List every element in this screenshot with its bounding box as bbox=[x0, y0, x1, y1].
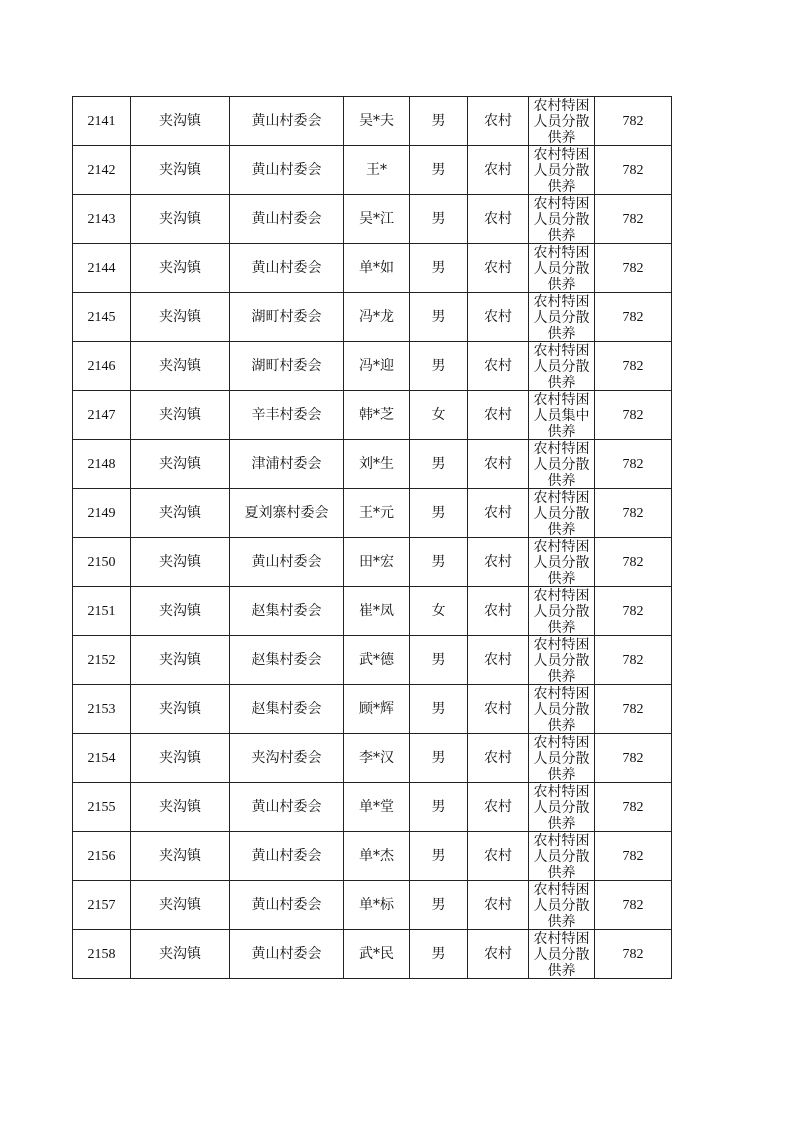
village-cell: 黄山村委会 bbox=[230, 538, 344, 587]
town-cell: 夹沟镇 bbox=[131, 832, 230, 881]
village-cell: 夏刘寨村委会 bbox=[230, 489, 344, 538]
amount-cell: 782 bbox=[595, 489, 672, 538]
town-cell: 夹沟镇 bbox=[131, 587, 230, 636]
name-cell: 田*宏 bbox=[344, 538, 410, 587]
gender-cell: 男 bbox=[410, 685, 468, 734]
amount-cell: 782 bbox=[595, 342, 672, 391]
table-row bbox=[73, 244, 672, 293]
seq-cell: 2144 bbox=[73, 244, 131, 293]
category-cell: 农村特困人员分散供养 bbox=[529, 881, 595, 930]
seq-cell: 2155 bbox=[73, 783, 131, 832]
table-row bbox=[73, 293, 672, 342]
category-cell: 农村特困人员分散供养 bbox=[529, 489, 595, 538]
seq-cell: 2142 bbox=[73, 146, 131, 195]
category-cell: 农村特困人员分散供养 bbox=[529, 587, 595, 636]
gender-cell: 男 bbox=[410, 734, 468, 783]
seq-cell: 2156 bbox=[73, 832, 131, 881]
village-cell: 辛丰村委会 bbox=[230, 391, 344, 440]
name-cell: 吴*夫 bbox=[344, 97, 410, 146]
gender-cell: 男 bbox=[410, 930, 468, 979]
village-cell: 夹沟村委会 bbox=[230, 734, 344, 783]
name-cell: 冯*迎 bbox=[344, 342, 410, 391]
name-cell: 武*德 bbox=[344, 636, 410, 685]
residence-cell: 农村 bbox=[468, 636, 529, 685]
name-cell: 吴*江 bbox=[344, 195, 410, 244]
seq-cell: 2146 bbox=[73, 342, 131, 391]
residence-cell: 农村 bbox=[468, 146, 529, 195]
village-cell: 湖町村委会 bbox=[230, 293, 344, 342]
name-cell: 顾*辉 bbox=[344, 685, 410, 734]
table-row bbox=[73, 538, 672, 587]
village-cell: 赵集村委会 bbox=[230, 685, 344, 734]
seq-cell: 2149 bbox=[73, 489, 131, 538]
town-cell: 夹沟镇 bbox=[131, 783, 230, 832]
town-cell: 夹沟镇 bbox=[131, 881, 230, 930]
table-row bbox=[73, 146, 672, 195]
table-row bbox=[73, 195, 672, 244]
gender-cell: 男 bbox=[410, 342, 468, 391]
town-cell: 夹沟镇 bbox=[131, 146, 230, 195]
category-cell: 农村特困人员集中供养 bbox=[529, 391, 595, 440]
gender-cell: 男 bbox=[410, 489, 468, 538]
residence-cell: 农村 bbox=[468, 391, 529, 440]
table-row bbox=[73, 685, 672, 734]
amount-cell: 782 bbox=[595, 538, 672, 587]
village-cell: 津浦村委会 bbox=[230, 440, 344, 489]
gender-cell: 男 bbox=[410, 636, 468, 685]
name-cell: 冯*龙 bbox=[344, 293, 410, 342]
amount-cell: 782 bbox=[595, 587, 672, 636]
category-cell: 农村特困人员分散供养 bbox=[529, 146, 595, 195]
gender-cell: 女 bbox=[410, 587, 468, 636]
residence-cell: 农村 bbox=[468, 538, 529, 587]
gender-cell: 男 bbox=[410, 146, 468, 195]
residence-cell: 农村 bbox=[468, 783, 529, 832]
residence-cell: 农村 bbox=[468, 930, 529, 979]
seq-cell: 2145 bbox=[73, 293, 131, 342]
village-cell: 湖町村委会 bbox=[230, 342, 344, 391]
name-cell: 韩*芝 bbox=[344, 391, 410, 440]
residence-cell: 农村 bbox=[468, 440, 529, 489]
amount-cell: 782 bbox=[595, 293, 672, 342]
seq-cell: 2157 bbox=[73, 881, 131, 930]
amount-cell: 782 bbox=[595, 930, 672, 979]
village-cell: 黄山村委会 bbox=[230, 930, 344, 979]
gender-cell: 男 bbox=[410, 783, 468, 832]
village-cell: 黄山村委会 bbox=[230, 146, 344, 195]
table-row bbox=[73, 342, 672, 391]
table-row bbox=[73, 832, 672, 881]
amount-cell: 782 bbox=[595, 195, 672, 244]
town-cell: 夹沟镇 bbox=[131, 342, 230, 391]
category-cell: 农村特困人员分散供养 bbox=[529, 783, 595, 832]
residence-cell: 农村 bbox=[468, 342, 529, 391]
roster-table-body bbox=[73, 97, 672, 979]
gender-cell: 男 bbox=[410, 538, 468, 587]
category-cell: 农村特困人员分散供养 bbox=[529, 685, 595, 734]
gender-cell: 男 bbox=[410, 97, 468, 146]
amount-cell: 782 bbox=[595, 734, 672, 783]
gender-cell: 男 bbox=[410, 440, 468, 489]
residence-cell: 农村 bbox=[468, 97, 529, 146]
village-cell: 赵集村委会 bbox=[230, 587, 344, 636]
table-row bbox=[73, 489, 672, 538]
category-cell: 农村特困人员分散供养 bbox=[529, 293, 595, 342]
residence-cell: 农村 bbox=[468, 685, 529, 734]
table-row bbox=[73, 930, 672, 979]
category-cell: 农村特困人员分散供养 bbox=[529, 734, 595, 783]
amount-cell: 782 bbox=[595, 832, 672, 881]
category-cell: 农村特困人员分散供养 bbox=[529, 342, 595, 391]
name-cell: 王* bbox=[344, 146, 410, 195]
name-cell: 武*民 bbox=[344, 930, 410, 979]
name-cell: 单*堂 bbox=[344, 783, 410, 832]
name-cell: 单*杰 bbox=[344, 832, 410, 881]
seq-cell: 2148 bbox=[73, 440, 131, 489]
roster-table bbox=[72, 96, 672, 979]
amount-cell: 782 bbox=[595, 244, 672, 293]
amount-cell: 782 bbox=[595, 146, 672, 195]
name-cell: 王*元 bbox=[344, 489, 410, 538]
seq-cell: 2150 bbox=[73, 538, 131, 587]
town-cell: 夹沟镇 bbox=[131, 244, 230, 293]
amount-cell: 782 bbox=[595, 636, 672, 685]
village-cell: 黄山村委会 bbox=[230, 195, 344, 244]
residence-cell: 农村 bbox=[468, 734, 529, 783]
seq-cell: 2147 bbox=[73, 391, 131, 440]
residence-cell: 农村 bbox=[468, 881, 529, 930]
amount-cell: 782 bbox=[595, 881, 672, 930]
village-cell: 赵集村委会 bbox=[230, 636, 344, 685]
table-row bbox=[73, 783, 672, 832]
category-cell: 农村特困人员分散供养 bbox=[529, 832, 595, 881]
amount-cell: 782 bbox=[595, 440, 672, 489]
residence-cell: 农村 bbox=[468, 244, 529, 293]
village-cell: 黄山村委会 bbox=[230, 244, 344, 293]
category-cell: 农村特困人员分散供养 bbox=[529, 195, 595, 244]
name-cell: 刘*生 bbox=[344, 440, 410, 489]
town-cell: 夹沟镇 bbox=[131, 636, 230, 685]
table-row bbox=[73, 881, 672, 930]
seq-cell: 2152 bbox=[73, 636, 131, 685]
village-cell: 黄山村委会 bbox=[230, 97, 344, 146]
village-cell: 黄山村委会 bbox=[230, 881, 344, 930]
category-cell: 农村特困人员分散供养 bbox=[529, 636, 595, 685]
town-cell: 夹沟镇 bbox=[131, 97, 230, 146]
town-cell: 夹沟镇 bbox=[131, 930, 230, 979]
seq-cell: 2154 bbox=[73, 734, 131, 783]
amount-cell: 782 bbox=[595, 685, 672, 734]
table-row bbox=[73, 391, 672, 440]
gender-cell: 男 bbox=[410, 195, 468, 244]
seq-cell: 2153 bbox=[73, 685, 131, 734]
category-cell: 农村特困人员分散供养 bbox=[529, 244, 595, 293]
gender-cell: 男 bbox=[410, 293, 468, 342]
village-cell: 黄山村委会 bbox=[230, 832, 344, 881]
town-cell: 夹沟镇 bbox=[131, 440, 230, 489]
gender-cell: 男 bbox=[410, 244, 468, 293]
town-cell: 夹沟镇 bbox=[131, 734, 230, 783]
residence-cell: 农村 bbox=[468, 293, 529, 342]
table-row bbox=[73, 97, 672, 146]
table-row bbox=[73, 440, 672, 489]
town-cell: 夹沟镇 bbox=[131, 538, 230, 587]
amount-cell: 782 bbox=[595, 97, 672, 146]
table-row bbox=[73, 734, 672, 783]
name-cell: 单*如 bbox=[344, 244, 410, 293]
gender-cell: 女 bbox=[410, 391, 468, 440]
seq-cell: 2143 bbox=[73, 195, 131, 244]
name-cell: 单*标 bbox=[344, 881, 410, 930]
amount-cell: 782 bbox=[595, 391, 672, 440]
town-cell: 夹沟镇 bbox=[131, 391, 230, 440]
name-cell: 李*汉 bbox=[344, 734, 410, 783]
village-cell: 黄山村委会 bbox=[230, 783, 344, 832]
seq-cell: 2151 bbox=[73, 587, 131, 636]
town-cell: 夹沟镇 bbox=[131, 293, 230, 342]
town-cell: 夹沟镇 bbox=[131, 195, 230, 244]
name-cell: 崔*凤 bbox=[344, 587, 410, 636]
category-cell: 农村特困人员分散供养 bbox=[529, 440, 595, 489]
category-cell: 农村特困人员分散供养 bbox=[529, 538, 595, 587]
table-row bbox=[73, 587, 672, 636]
town-cell: 夹沟镇 bbox=[131, 489, 230, 538]
residence-cell: 农村 bbox=[468, 832, 529, 881]
gender-cell: 男 bbox=[410, 881, 468, 930]
seq-cell: 2141 bbox=[73, 97, 131, 146]
category-cell: 农村特困人员分散供养 bbox=[529, 930, 595, 979]
amount-cell: 782 bbox=[595, 783, 672, 832]
category-cell: 农村特困人员分散供养 bbox=[529, 97, 595, 146]
residence-cell: 农村 bbox=[468, 489, 529, 538]
town-cell: 夹沟镇 bbox=[131, 685, 230, 734]
table-row bbox=[73, 636, 672, 685]
gender-cell: 男 bbox=[410, 832, 468, 881]
seq-cell: 2158 bbox=[73, 930, 131, 979]
residence-cell: 农村 bbox=[468, 195, 529, 244]
residence-cell: 农村 bbox=[468, 587, 529, 636]
